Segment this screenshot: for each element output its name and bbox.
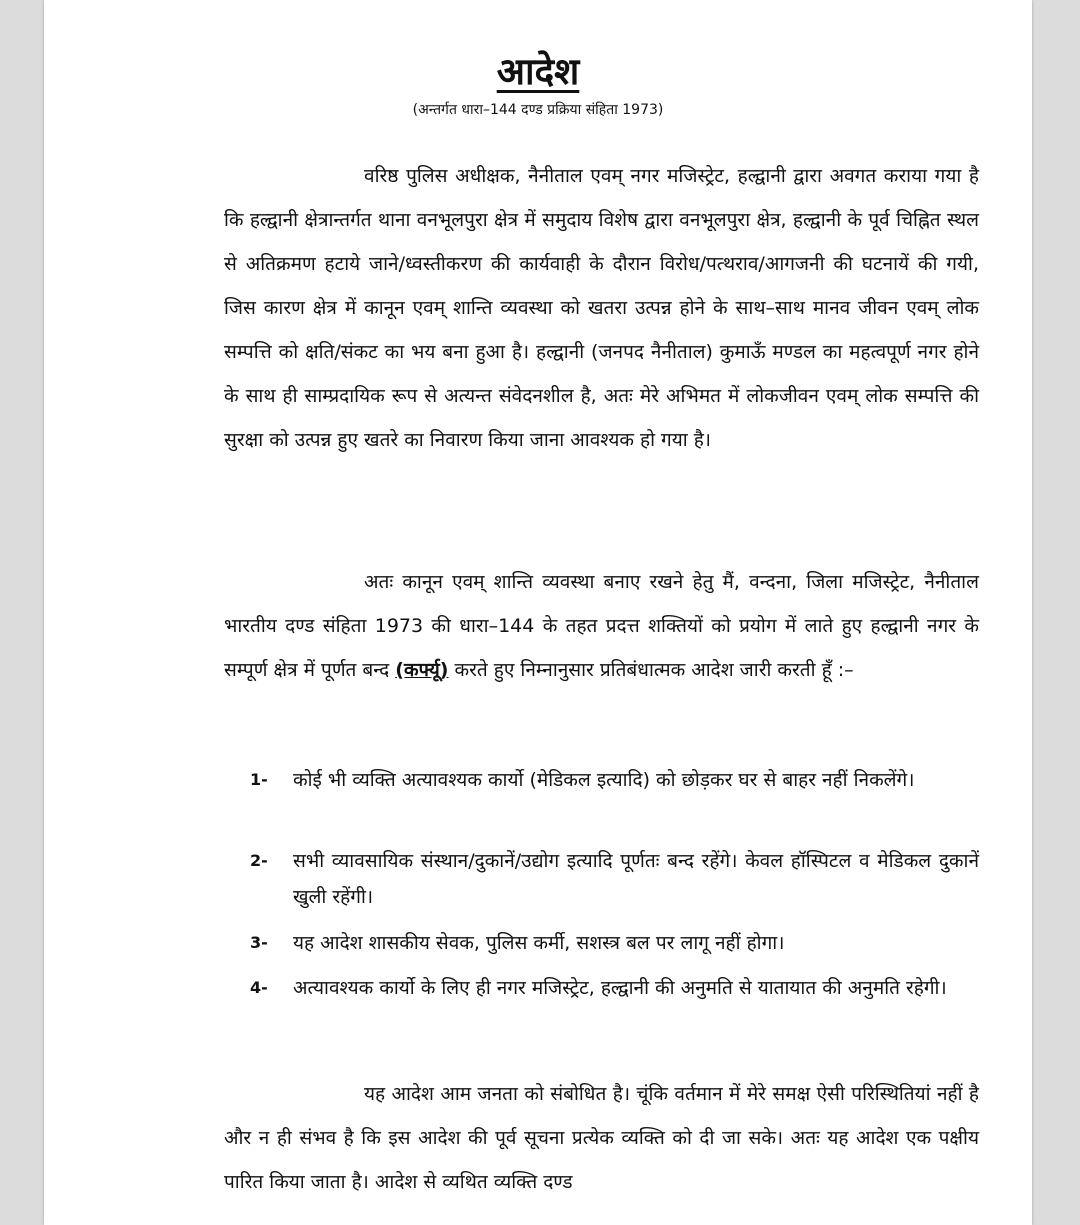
page-title: आदेश [496,50,580,93]
curfew-term: (कर्फ्यू) [395,659,449,681]
item-text: यह आदेश शासकीय सेवक, पुलिस कर्मी, सशस्त्र बल पर लागू नहीं होगा। [293,932,785,954]
item-text: सभी व्यावसायिक संस्थान/दुकानें/उद्योग इत्यादि पूर्णतः बन्द रहेंगे। केवल हॉस्पिटल व मेडिकल दुकानें खुली रहेंगी। [293,850,979,908]
order-item-4 [244,970,979,1006]
order-item-3 [244,925,979,961]
paragraph-order-declaration: अतः कानून एवम् शान्ति व्यवस्था बनाए रखने हेतु मैं, वन्दना, जिला मजिस्ट्रेट, नैनीताल भारतीय दण्ड संहिता 1973 की धारा–144 के तहत प्रदत्त शक्तियों को प्रयोग में लाते हुए हल्द्वानी नगर के सम्पूर्ण क्षेत्र में पूर्णत बन्द (कर्फ्यू) करते हुए निम्नानुसार प्रतिबंधात्मक आदेश जारी करती हूँ :– [224,571,979,681]
item-text: कोई भी व्यक्ति अत्यावश्यक कार्यो (मेडिकल इत्यादि) को छोड़कर घर से बाहर नहीं निकलेंगे। [293,769,915,791]
item-number: 3- [250,933,268,952]
order-item-1 [244,762,979,798]
item-text: अत्यावश्यक कार्यो के लिए ही नगर मजिस्ट्रेट, हल्द्वानी की अनुमति से यातायात की अनुमति रहेगी। [293,977,947,999]
item-number: 2- [250,851,268,870]
page-subtitle: (अन्तर्गत धारा–144 दण्ड प्रक्रिया संहिता 1973) [412,102,664,118]
document-page [44,0,1032,1225]
item-number: 4- [250,978,268,997]
order-item-2 [244,843,979,915]
paragraph-background: वरिष्ठ पुलिस अधीक्षक, नैनीताल एवम् नगर मजिस्ट्रेट, हल्द्वानी द्वारा अवगत कराया गया है कि हल्द्वानी क्षेत्रान्तर्गत थाना वनभूलपुरा क्षेत्र में समुदाय विशेष द्वारा वनभूलपुरा क्षेत्र, हल्द्वानी के पूर्व चिह्नित स्थल से अतिक्रमण हटाये जाने/ध्वस्तीकरण की कार्यवाही के दौरान विरोध/पत्थराव/आगजनी की घटनायें की गयी, जिस कारण क्षेत्र में कानून एवम् शान्ति व्यवस्था को खतरा उत्पन्न होने के साथ–साथ मानव जीवन एवम् लोक सम्पत्ति को क्षति/संकट का भय बना हुआ है। हल्द्वानी (जनपद नैनीताल) कुमाऊँ मण्डल का महत्वपूर्ण नगर होने के साथ ही साम्प्रदायिक रूप से अत्यन्त संवेदनशील है, अतः मेरे अभिमत में लोकजीवन एवम् लोक सम्पत्ति की सुरक्षा को उत्पन्न हुए खतरे का निवारण किया जाना आवश्यक हो गया है। [224,165,979,451]
paragraph-public-notice: यह आदेश आम जनता को संबोधित है। चूंकि वर्तमान में मेरे समक्ष ऐसी परिस्थितियां नहीं है और न ही संभव है कि इस आदेश की पूर्व सूचना प्रत्येक व्यक्ति को दी जा सके। अतः यह आदेश एक पक्षीय पारित किया जाता है। आदेश से व्यथित व्यक्ति दण्ड [224,1083,979,1193]
item-number: 1- [250,770,268,789]
